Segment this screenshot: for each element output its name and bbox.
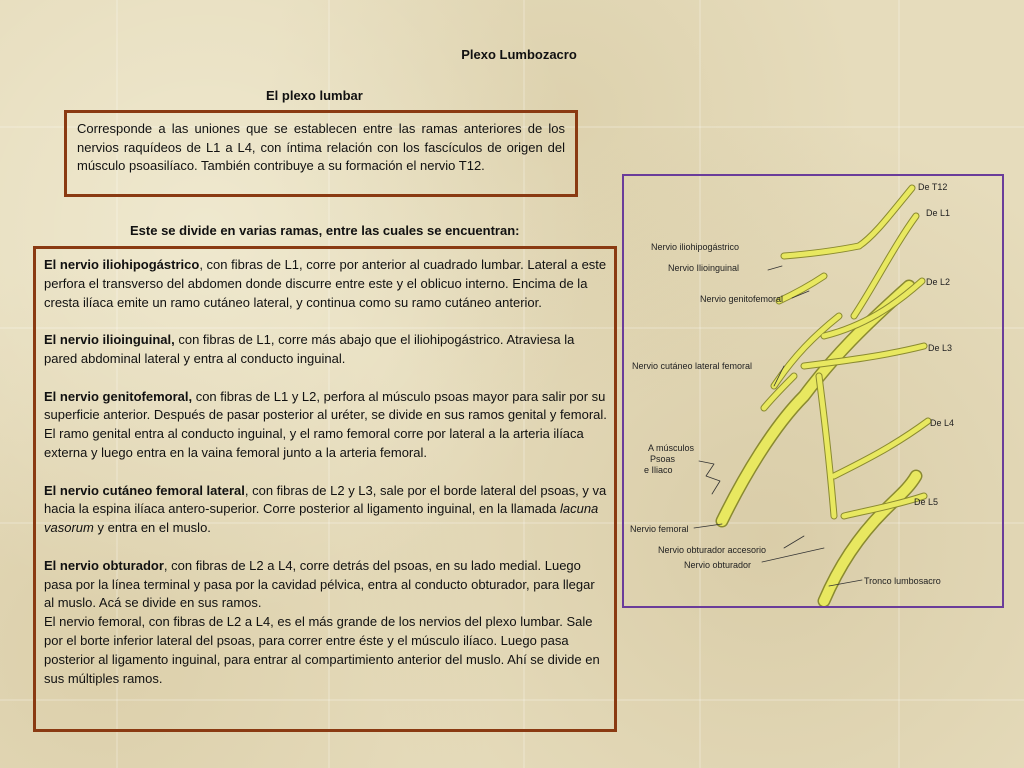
branch-text: con fibras de L1, corre más abajo que el iliohipogástrico. Atraviesa la pared abdominal lateral y entra al conducto inguinal.	[44, 332, 575, 366]
branch-name: El nervio obturador	[44, 557, 164, 573]
intro-text: Corresponde a las uniones que se establecen entre las ramas anteriores de los nervios raquídeos de L1 a L4, con íntima relación con los fascículos de origen del músculo psoasilíaco. También contribuye a su formación el nervio T12.	[77, 121, 565, 173]
branch-ilioinguinal	[44, 331, 607, 369]
label-genitofemoral: Nervio genitofemoral	[700, 294, 784, 304]
branch-italic: lacuna vasorum	[44, 501, 599, 536]
label-obturador-accesorio: Nervio obturador accesorio	[658, 545, 767, 555]
label-iliohipogastrico: Nervio iliohipogástrico	[651, 242, 740, 252]
label-psoas: Psoas	[650, 454, 676, 464]
label-nervio-femoral: Nervio femoral	[630, 524, 689, 534]
label-root-l5: De L5	[914, 497, 939, 507]
femoral-paragraph: El nervio femoral, con fibras de L2 a L4, es el más grande de los nervios del plexo lumbar. Sale por el borte inferior lateral del psoas, para correr entre éste y el músculo ilíaco. Luego pasa posterior al ligamento inguinal, para entrar al compartimiento anterior del muslo. Ahí se divide en sus múltiples ramos.	[44, 614, 600, 686]
branch-text: con fibras de L1 y L2, perfora al músculo psoas mayor para salir por su superficie anterior. Después de pasar posterior al uréter, se divide en sus ramos genital y femoral. El ramo genital entra al conducto inguinal, y el ramo femoral corre por lateral a la arteria ilíaca externa y luego entra en la vaina femoral junto a la arteria femoral.	[44, 388, 607, 460]
label-root-l3: De L3	[928, 343, 953, 353]
branch-name: El nervio ilioinguinal,	[44, 332, 175, 348]
label-cutaneo-lateral-femoral: Nervio cutáneo lateral femoral	[632, 361, 753, 371]
plexus-illustration	[624, 176, 1002, 606]
branch-text-after: y entra en el muslo.	[93, 520, 211, 536]
lead-text: Este se divide en varias ramas, entre las cuales se encuentran:	[130, 223, 520, 238]
label-tronco-lumbosacro: Tronco lumbosacro	[864, 576, 941, 586]
branch-cutaneo-femoral-lateral	[44, 482, 607, 538]
label-root-l1: De L1	[926, 208, 951, 218]
label-nervio-obturador: Nervio obturador	[684, 560, 752, 570]
branch-genitofemoral	[44, 388, 607, 463]
label-ilioinguinal: Nervio Ilioinguinal	[668, 263, 740, 273]
label-a-musculos: A músculos	[648, 443, 695, 453]
branch-name: El nervio iliohipogástrico	[44, 257, 200, 272]
branch-text: , con fibras de L2 y L3, sale por el borde lateral del psoas, y va hacia la espina ilíaca antero-superior. Corre posterior al ligamento inguinal, en la llamada	[44, 482, 607, 517]
label-root-t12: De T12	[918, 182, 948, 192]
branch-name: El nervio genitofemoral,	[44, 388, 193, 404]
branch-name: El nervio cutáneo femoral lateral	[44, 482, 245, 498]
label-root-l4: De L4	[930, 418, 955, 428]
branch-iliohipogastrico	[44, 256, 607, 312]
lumbar-plexus-figure	[622, 174, 1004, 608]
intro-box	[64, 110, 578, 197]
branch-text: , con fibras de L1, corre por anterior al cuadrado lumbar. Lateral a este perfora el transverso del abdomen donde discurre entre este y el oblicuo interno. Encima de la cresta ilíaca emite un ramo cutáneo lateral, y continua como su ramo cutáneo anterior.	[44, 257, 607, 310]
label-e-iliaco: e Iliaco	[644, 465, 673, 475]
page-title: Plexo Lumbozacro	[461, 47, 577, 62]
branches-box	[33, 246, 617, 732]
section-subtitle: El plexo lumbar	[266, 88, 363, 103]
branch-text: , con fibras de L2 a L4, corre detrás del psoas, en su lado medial. Luego pasa por la línea terminal y pasa por la cavidad pélvica, entra al conducto obturador, para llegar al muslo. Acá se divide en sus ramos.	[44, 557, 595, 611]
label-root-l2: De L2	[926, 277, 951, 287]
branch-obturador	[44, 557, 607, 613]
